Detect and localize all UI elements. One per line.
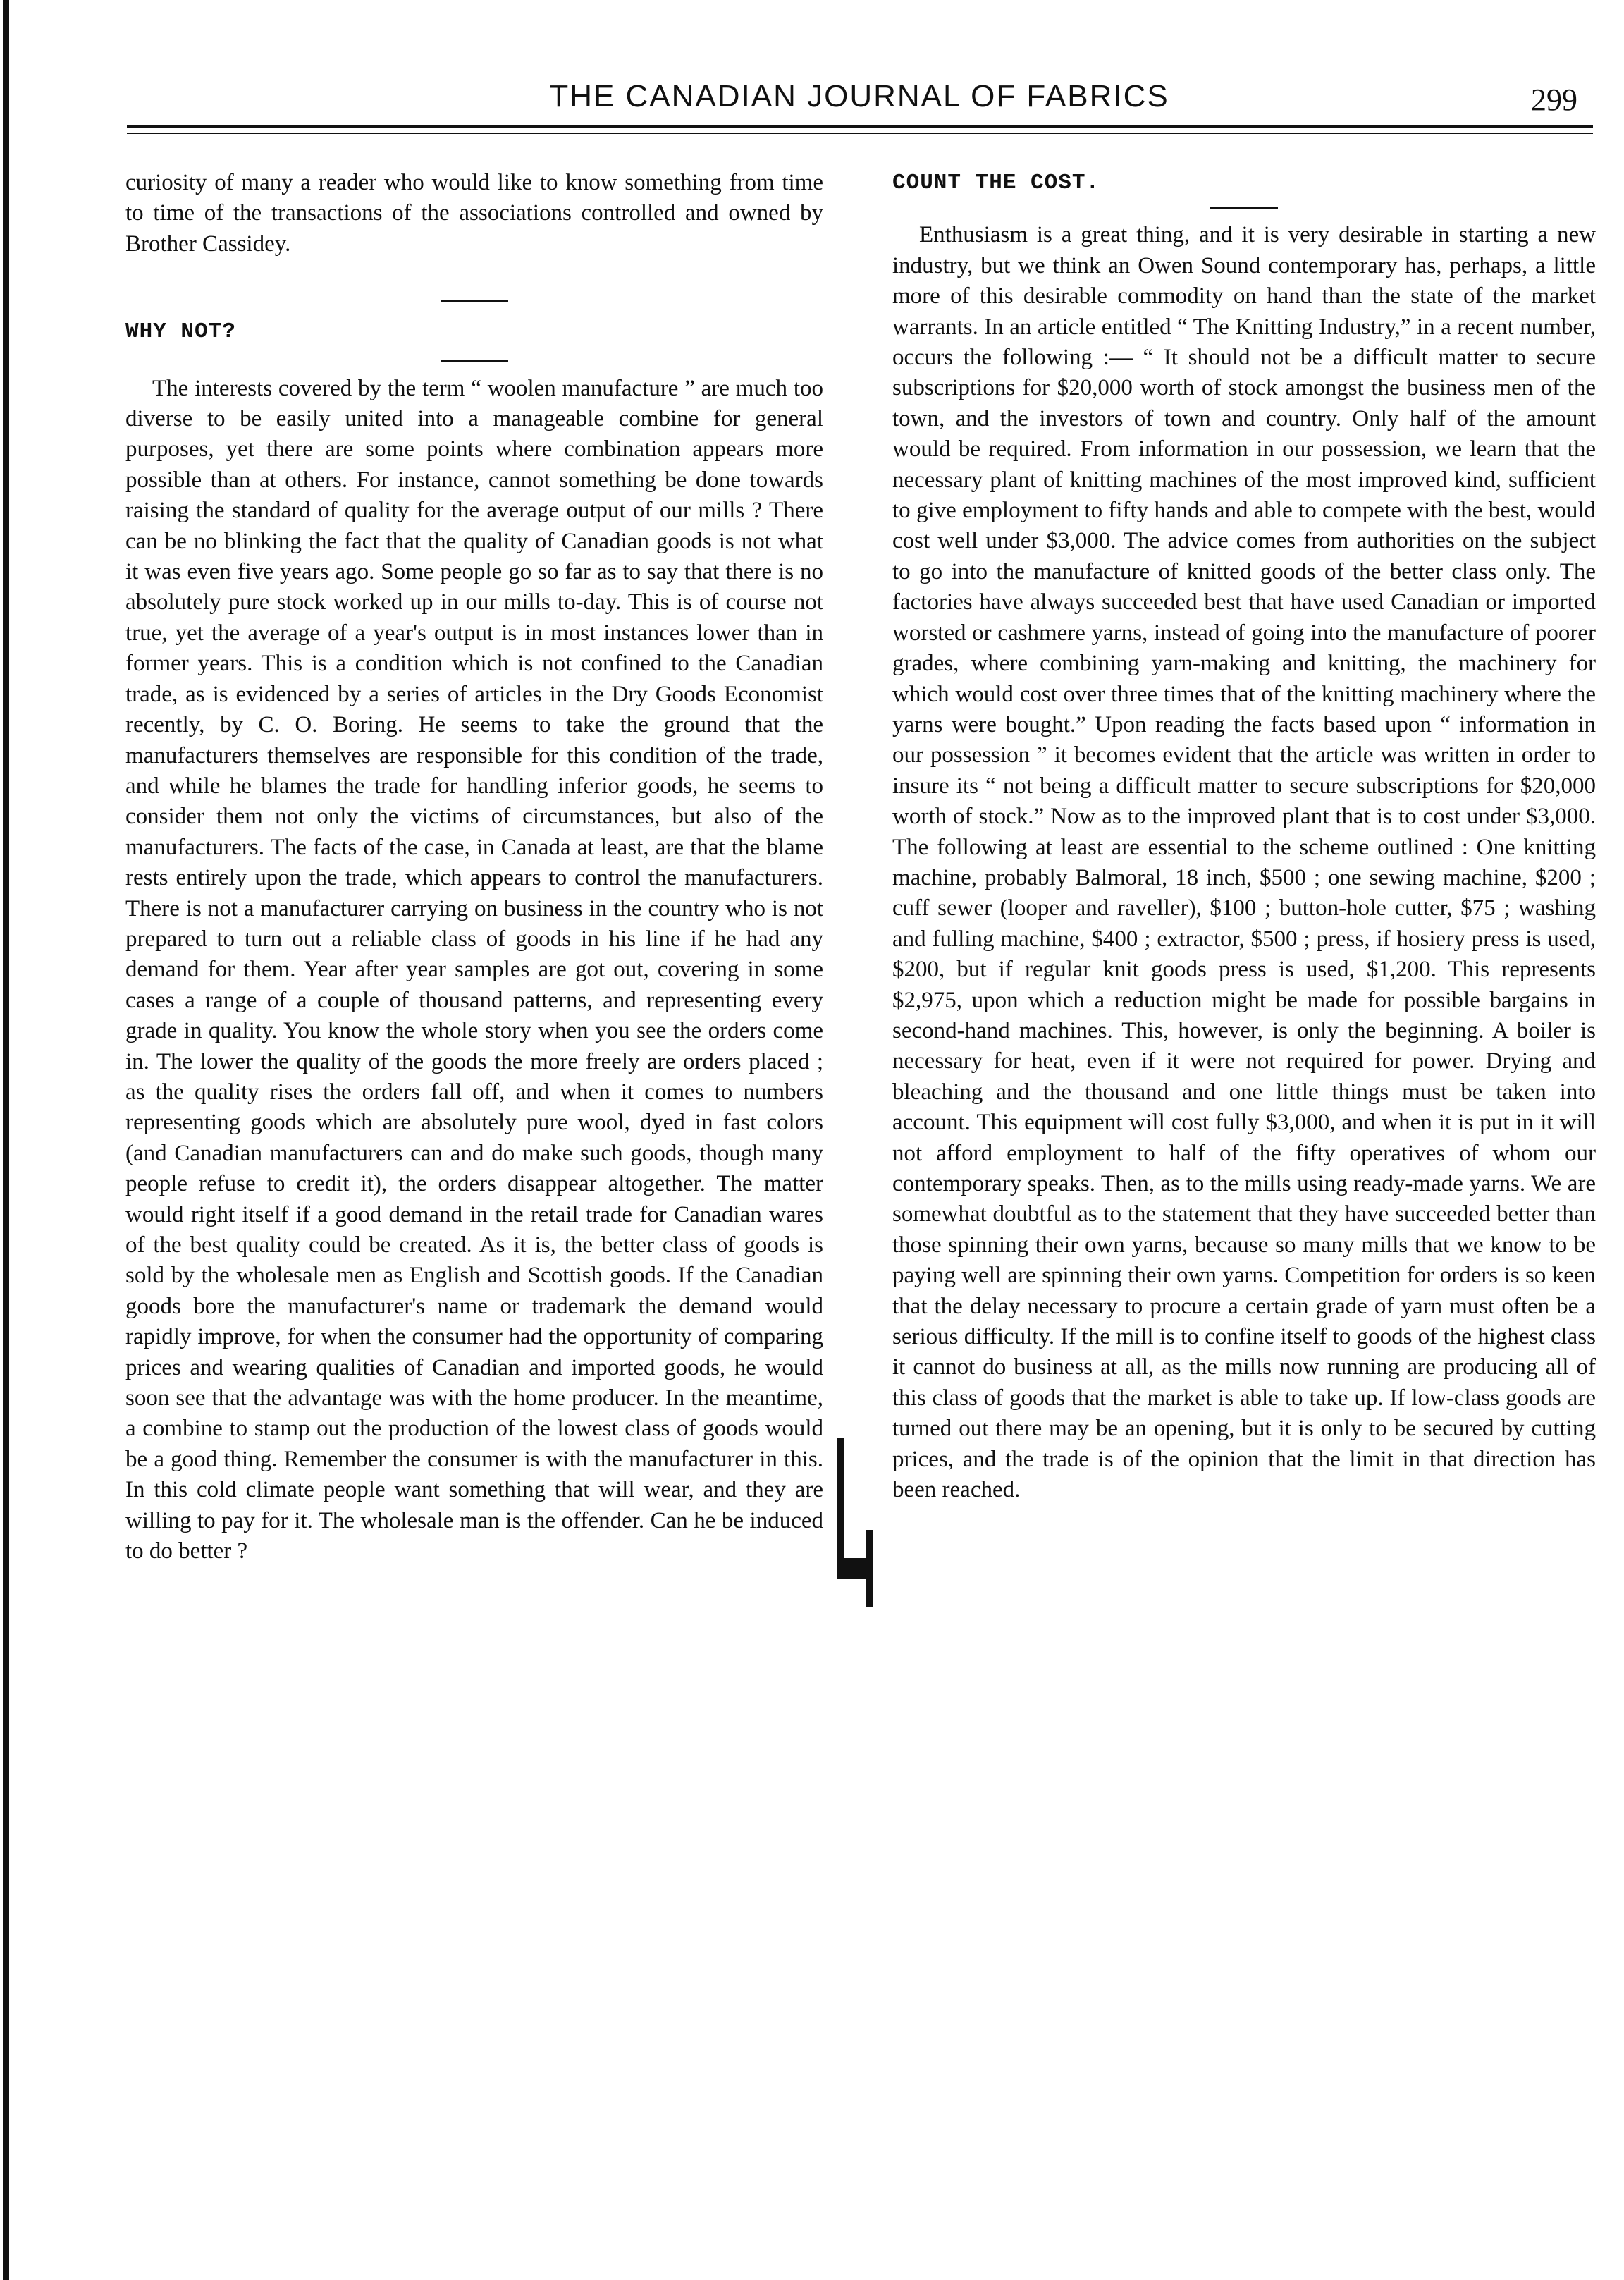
- gutter-ink-mark: [823, 1438, 891, 1607]
- header-rule-thin: [127, 133, 1593, 134]
- article-body-why-not: The interests covered by the term “ woolen manufacture ” are much too diverse to be easily united into a manageable combine for general purposes, yet there are some points where combination appears more possible than at others. For instance, cannot something be done towards raising the standard of quality for the average output of our mills ? There can be no blinking the fact that the quality of Canadian goods is not what it was even five years ago. Some people go so far as to say that there is no absolutely pure stock worked up in our mills to-day. This is of course not true, yet the average of a year's output is in most instances lower than in former years. This is a condition which is not confined to the Canadian trade, as is evidenced by a series of articles in the Dry Goods Economist recently, by C. O. Boring. He seems to take the ground that the manufacturers themselves are responsible for this condition of the trade, and while he blames the trade for handling inferior goods, he seems to consider them not only the victims of circumstances, but also of the manufacturers. The facts of the case, in Canada at least, are that the blame rests entirely upon the trade, which appears to control the manufacturers. There is not a manufacturer carrying on business in the country who is not prepared to turn out a reliable class of goods in his line if he had any demand for them. Year after year samples are got out, covering in some cases a range of a couple of thousand patterns, and representing every grade in quality. You know the whole story when you see the orders come in. The lower the quality of the goods the more freely are orders placed ; as the quality rises the orders fall off, and when it comes to numbers representing goods which are absolutely pure wool, dyed in fast colors (and Canadian manufacturers can and do make such goods, though many people refuse to credit it), the orders disappear altogether. The matter would right itself if a good demand in the retail trade for Canadian wares of the best quality could be created. As it is, the better class of goods is sold by the wholesale men as English and Scottish goods. If the Canadian goods bore the manufacturer's name or trademark the demand would rapidly improve, for when the consumer had the opportunity of comparing prices and wearing qualities of Canadian and imported goods, he would soon see that the advantage was with the home producer. In the meantime, a combine to stamp out the production of the lowest class of goods would be a good thing. Remember the consumer is with the manufacturer in this. In this cold climate people want something that will wear, and they are willing to pay for it. The wholesale man is the offender. Can he be induced to do better ?: [125, 375, 823, 1564]
- page-number: 299: [1531, 82, 1577, 117]
- page-header: [131, 79, 1587, 124]
- section-heading-count-the-cost: COUNT THE COST.: [892, 171, 1100, 195]
- article-body-count-the-cost: Enthusiasm is a great thing, and it is very desirable in starting a new industry, but we think an Owen Sound contemporary has, perhaps, a little more of this desirable commodity on hand than the state of the market warrants. In an article entitled “ The Knitting Industry,” in a recent number, occurs the following :— “ It should not be a difficult matter to secure subscriptions for $20,000 worth of stock amongst the business men of the town, and the investors of town and country. Only half of the amount would be required. From information in our possession, we learn that the necessary plant of knitting machines of the most improved kind, sufficient to give employment to fifty hands and able to compete with the best, would cost well under $3,000. The advice comes from authorities on the subject to go into the manufacture of knitted goods of the better class only. The factories have always succeeded best that have used Canadian or imported worsted or cashmere yarns, instead of going into the manufacture of poorer grades, where combining yarn-making and knitting, the machinery for which would cost over three times that of the knitting machinery where the yarns were bought.” Upon reading the facts based upon “ information in our possession ” it becomes evident that the article was written in order to insure its “ not being a difficult matter to secure subscriptions for $20,000 worth of stock.” Now as to the improved plant that is to cost under $3,000. The following at least are essential to the scheme outlined : One knitting machine, probably Balmoral, 18 inch, $500 ; one sewing machine, $200 ; cuff sewer (looper and raveller), $100 ; button-hole cutter, $75 ; washing and fulling machine, $400 ; extractor, $500 ; press, if hosiery press is used, $200, but if regular knit goods press is used, $1,200. This represents $2,975, upon which a reduction might be made for possible bargains in second-hand machines. This, however, is only the beginning. A boiler is necessary for heat, even if it were not required for power. Drying and bleaching and the thousand and one little things must be taken into account. This equipment will cost fully $3,000, and when it is put in it will not afford employment to half of the fifty operatives of whom our contemporary speaks. Then, as to the mills using ready-made yarns. We are somewhat doubtful as to the statement that they have succeeded better than those spinning their own yarns, because so many mills that we know to be paying well are spinning their own yarns. Competition for orders is so keen that the delay necessary to procure a certain grade of yarn must often be a serious difficulty. If the mill is to confine itself to goods of the highest class it cannot do business at all, as the mills now running are producing all of this class of goods that the market is able to take up. If low-class goods are turned out there may be an opening, but it is only to be secured by cutting prices, and the trade is of the opinion that the limit in that direction has been reached.: [892, 222, 1596, 1503]
- binding-edge: [3, 0, 9, 2280]
- left-column: [125, 168, 823, 1567]
- continued-paragraph: curiosity of many a reader who would like to know something from time to time of the transactions of the associations controlled and owned by Brother Cassidey.: [125, 170, 823, 257]
- right-column: [892, 168, 1596, 1505]
- section-heading-why-not: WHY NOT?: [125, 319, 236, 345]
- header-rule-thick: [127, 125, 1593, 128]
- journal-title: THE CANADIAN JOURNAL OF FABRICS: [549, 79, 1169, 114]
